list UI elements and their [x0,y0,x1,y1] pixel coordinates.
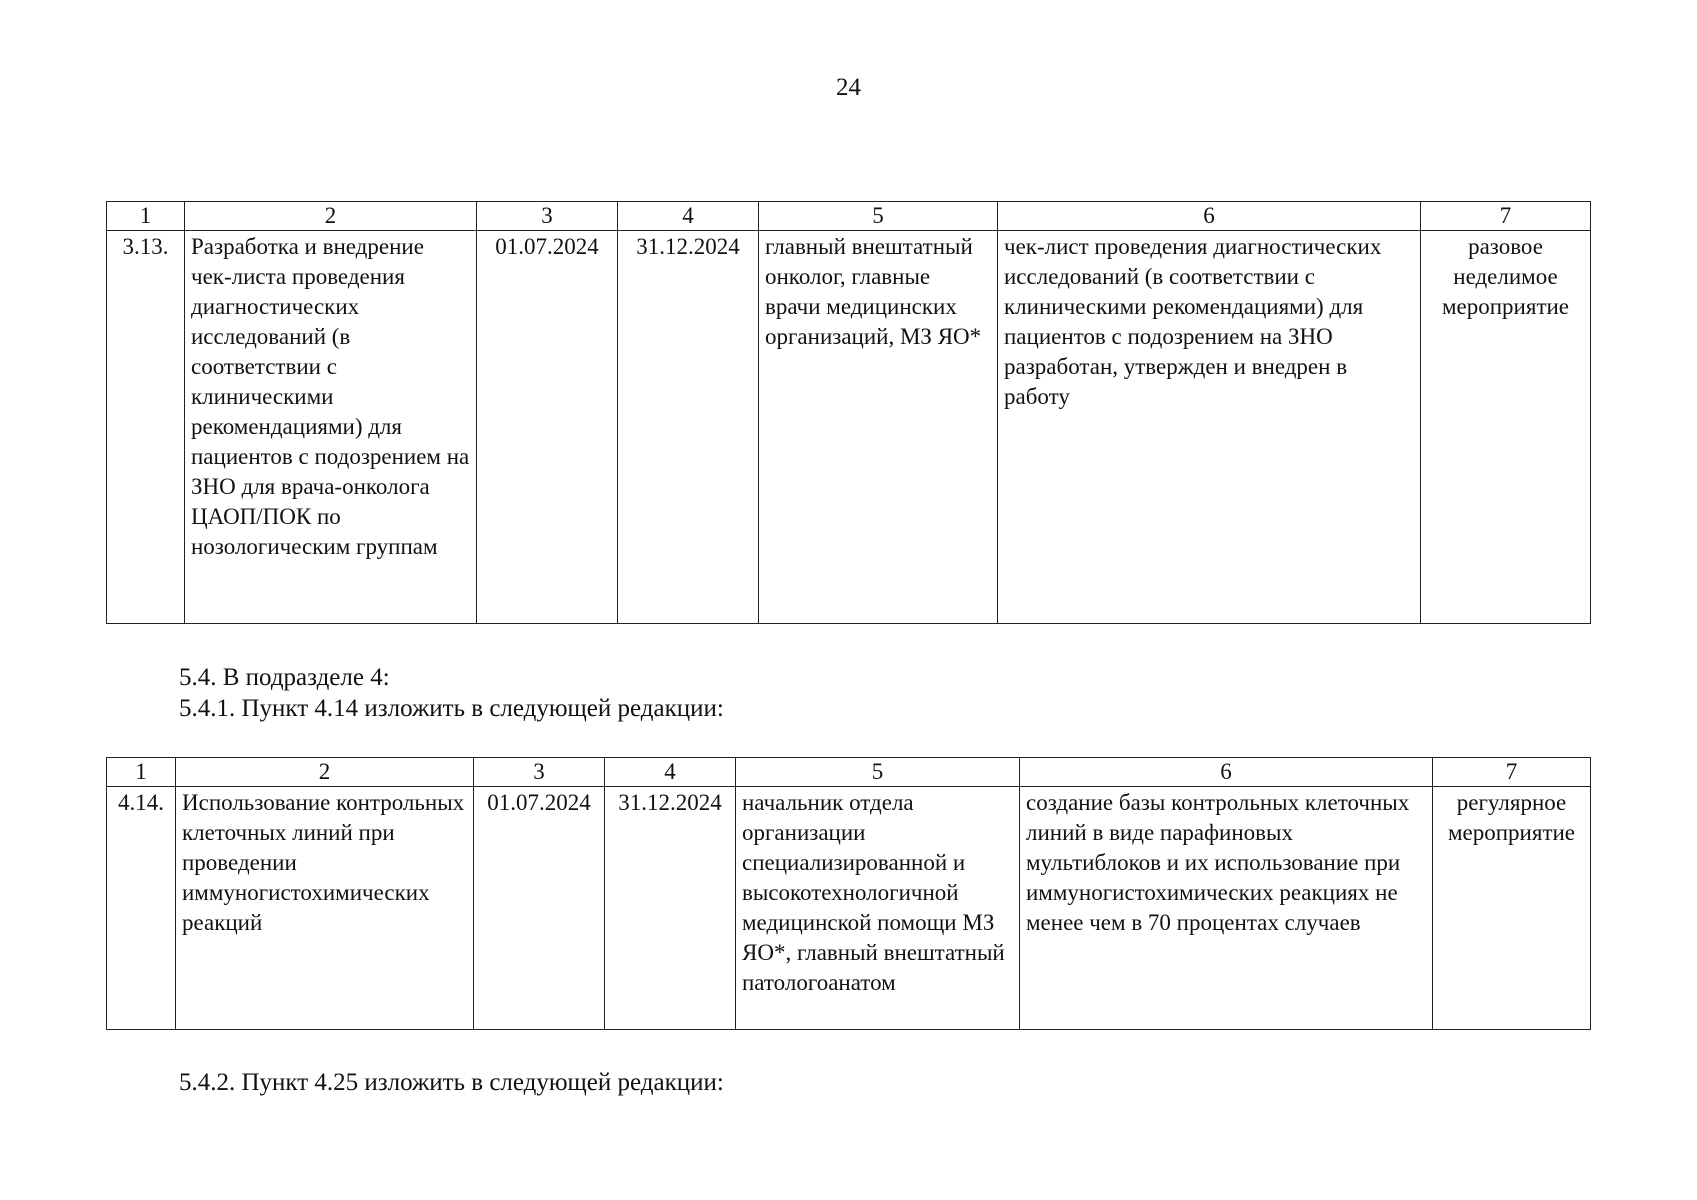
page-number: 24 [836,74,861,101]
table-header-row [107,202,1591,231]
column-number-header: 6 [1020,758,1433,787]
column-number-header: 3 [474,758,605,787]
column-number-header: 1 [107,202,185,231]
measures-table-3-13 [106,201,1591,624]
subsection-paragraph: 5.4. В подразделе 4: [179,664,390,691]
end-date-cell: 31.12.2024 [618,231,759,624]
activity-type-cell: разовое неделимое мероприятие [1421,231,1591,624]
item-number-cell: 4.14. [107,787,176,1030]
column-number-header: 6 [998,202,1421,231]
column-number-header: 5 [736,758,1020,787]
column-number-header: 4 [618,202,759,231]
column-number-header: 5 [759,202,998,231]
column-number-header: 4 [605,758,736,787]
end-date-cell: 31.12.2024 [605,787,736,1030]
measures-table-4-14 [106,757,1591,1030]
column-number-header: 2 [176,758,474,787]
column-number-header: 7 [1433,758,1591,787]
table-header-row [107,758,1591,787]
activity-cell: Разработка и внедрение чек-листа проведения диагностических исследований (в соответствии с клиническими рекомендациями) для пациентов с подозрением на ЗНО для врача-онколога ЦАОП/ПОК по нозологическим группам [185,231,477,624]
table-row [107,231,1591,624]
start-date-cell: 01.07.2024 [477,231,618,624]
item-number-cell: 3.13. [107,231,185,624]
start-date-cell: 01.07.2024 [474,787,605,1030]
result-cell: чек-лист проведения диагностических исследований (в соответствии с клиническими рекомендациями) для пациентов с подозрением на ЗНО разработан, утвержден и внедрен в работу [998,231,1421,624]
column-number-header: 2 [185,202,477,231]
item-4-25-paragraph: 5.4.2. Пункт 4.25 изложить в следующей редакции: [179,1069,724,1096]
activity-cell: Использование контрольных клеточных линий при проведении иммуногистохимических реакций [176,787,474,1030]
item-4-14-paragraph: 5.4.1. Пункт 4.14 изложить в следующей редакции: [179,695,724,722]
table-row [107,787,1591,1030]
responsible-cell: начальник отдела организации специализированной и высокотехнологичной медицинской помощи МЗ ЯО*, главный внештатный патологоанатом [736,787,1020,1030]
column-number-header: 1 [107,758,176,787]
activity-type-cell: регулярное мероприятие [1433,787,1591,1030]
column-number-header: 3 [477,202,618,231]
column-number-header: 7 [1421,202,1591,231]
responsible-cell: главный внештатный онколог, главные врачи медицинских организаций, МЗ ЯО* [759,231,998,624]
result-cell: создание базы контрольных клеточных линий в виде парафиновых мультиблоков и их использование при иммуногистохимических реакциях не менее чем в 70 процентах случаев [1020,787,1433,1030]
